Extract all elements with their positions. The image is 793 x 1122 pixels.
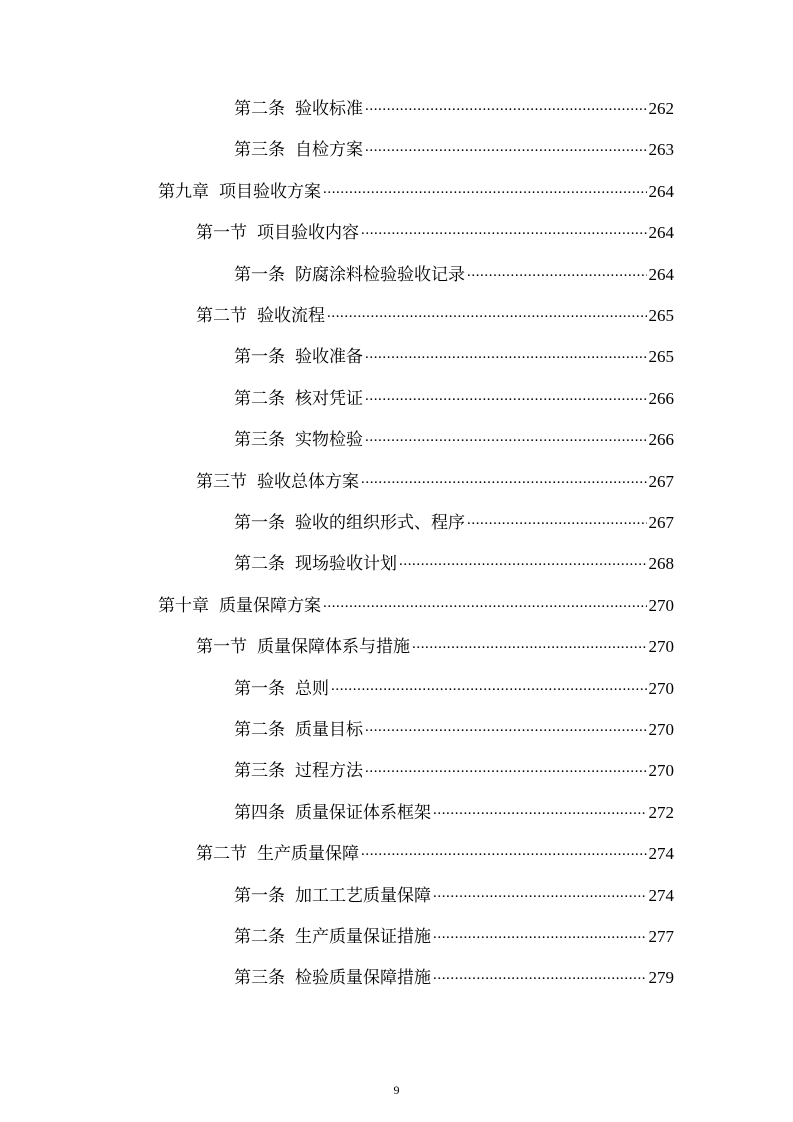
toc-entry-title: 总则: [295, 678, 329, 699]
toc-entry-page: 262: [648, 99, 674, 118]
toc-entry-number: 第二条: [234, 554, 285, 575]
toc-entry-page: 270: [648, 761, 674, 781]
toc-entry-title: 核对凭证: [295, 388, 363, 409]
toc-entry-number: 第一条: [234, 264, 285, 285]
toc-entry: [234, 877, 674, 907]
toc-entry-number: 第十章: [158, 595, 209, 616]
toc-dot-leader: [412, 633, 647, 655]
toc-entry-page: 272: [648, 802, 674, 822]
toc-entry-page: 264: [648, 181, 674, 201]
toc-entry-title: 质量保障体系与措施: [257, 637, 410, 658]
toc-entry-number: 第二节: [196, 844, 247, 865]
toc-entry: [234, 90, 674, 120]
toc-entry-title: 质量目标: [295, 720, 363, 740]
toc-entry: [196, 463, 674, 493]
toc-entry-page: 274: [648, 844, 674, 864]
toc-entry-title: 实物检验: [295, 430, 363, 451]
toc-entry-number: 第三条: [234, 761, 285, 782]
toc-dot-leader: [365, 757, 647, 779]
toc-dot-leader: [433, 923, 647, 945]
toc-entry-page: 266: [648, 388, 674, 408]
toc-entry-page: 270: [648, 637, 674, 657]
toc-dot-leader: [467, 261, 647, 283]
toc-entry-number: 第一条: [234, 347, 285, 368]
toc-entry-page: 266: [648, 430, 674, 450]
toc-entry-number: 第三条: [234, 968, 285, 989]
toc-entry-number: 第九章: [158, 181, 209, 202]
toc-dot-leader: [467, 509, 647, 531]
toc-dot-leader: [361, 840, 647, 862]
toc-entry: [234, 380, 674, 410]
toc-dot-leader: [399, 550, 647, 572]
page-number: 9: [393, 1083, 400, 1097]
toc-entry-page: 267: [648, 513, 674, 532]
toc-entry: [234, 545, 674, 575]
toc-dot-leader: [365, 385, 647, 407]
toc-entry-title: 质量保证体系框架: [295, 802, 431, 823]
toc-entry-page: 270: [648, 720, 674, 739]
toc-dot-leader: [361, 219, 647, 241]
toc-entry: [234, 752, 674, 782]
toc-entry-title: 项目验收内容: [257, 223, 359, 244]
toc-dot-leader: [365, 343, 647, 365]
toc-entry-title: 验收的组织形式、程序: [295, 513, 465, 533]
toc-entry-page: 264: [648, 264, 674, 284]
toc-entry-title: 项目验收方案: [219, 181, 321, 202]
toc-entry-number: 第三条: [234, 140, 285, 161]
toc-entry-number: 第一节: [196, 637, 247, 658]
toc-entry-page: 277: [648, 927, 674, 946]
toc-entry-page: 270: [648, 678, 674, 698]
toc-entry-number: 第一条: [234, 513, 285, 533]
toc-entry-number: 第四条: [234, 802, 285, 823]
toc-entry: [234, 504, 674, 534]
toc-dot-leader: [323, 178, 647, 200]
toc-entry: [158, 587, 674, 617]
toc-dot-leader: [323, 592, 647, 614]
toc-entry-page: 265: [648, 306, 674, 325]
toc-entry-number: 第二条: [234, 927, 285, 947]
toc-entry: [234, 794, 674, 824]
toc-entry-title: 检验质量保障措施: [295, 968, 431, 989]
toc-entry-number: 第二节: [196, 306, 247, 326]
toc-dot-leader: [365, 95, 647, 117]
toc-entry-number: 第二条: [234, 388, 285, 409]
toc-entry: [234, 421, 674, 451]
toc-entry-title: 自检方案: [295, 140, 363, 161]
toc-entry-page: 268: [648, 554, 674, 574]
toc-entry-number: 第三节: [196, 471, 247, 492]
toc-entry-number: 第二条: [234, 720, 285, 740]
toc-entry: [196, 835, 674, 865]
toc-entry: [234, 131, 674, 161]
toc-dot-leader: [327, 302, 647, 324]
toc-entry: [196, 628, 674, 658]
toc-dot-leader: [365, 716, 647, 738]
toc-entry-page: 279: [648, 968, 674, 988]
toc-dot-leader: [365, 136, 647, 158]
toc-entry-title: 生产质量保证措施: [295, 927, 431, 947]
toc-entry-page: 265: [648, 347, 674, 367]
toc-entry-number: 第一节: [196, 223, 247, 244]
toc-entry-title: 过程方法: [295, 761, 363, 782]
toc-entry-title: 验收流程: [257, 306, 325, 326]
toc-entry-page: 274: [648, 885, 674, 905]
toc-entry-title: 现场验收计划: [295, 554, 397, 575]
toc-dot-leader: [433, 799, 647, 821]
toc-entry-page: 267: [648, 471, 674, 491]
toc-entry-title: 质量保障方案: [219, 595, 321, 616]
toc-entry: [234, 959, 674, 989]
toc-entry: [234, 711, 674, 741]
toc-entry-title: 验收标准: [295, 99, 363, 119]
toc-dot-leader: [433, 882, 647, 904]
toc-dot-leader: [331, 675, 647, 697]
toc-entry-number: 第三条: [234, 430, 285, 451]
toc-entry: [234, 256, 674, 286]
toc-dot-leader: [433, 964, 647, 986]
toc-entry-title: 防腐涂料检验验收记录: [295, 264, 465, 285]
toc-entry-title: 生产质量保障: [257, 844, 359, 865]
toc-dot-leader: [365, 426, 647, 448]
toc-entry-title: 验收准备: [295, 347, 363, 368]
toc-entry-page: 264: [648, 223, 674, 243]
toc-dot-leader: [361, 468, 647, 490]
toc-entry-title: 验收总体方案: [257, 471, 359, 492]
toc-entry-page: 263: [648, 140, 674, 160]
toc-entry: [234, 338, 674, 368]
toc-entry: [234, 670, 674, 700]
toc-entry: [234, 918, 674, 948]
toc-entry-page: 270: [648, 595, 674, 615]
toc-entry-number: 第二条: [234, 99, 285, 119]
toc-entry: [196, 214, 674, 244]
toc-entry: [158, 173, 674, 203]
toc-entry-number: 第一条: [234, 678, 285, 699]
toc-entry: [196, 297, 674, 327]
toc-entry-number: 第一条: [234, 885, 285, 906]
toc-entry-title: 加工工艺质量保障: [295, 885, 431, 906]
